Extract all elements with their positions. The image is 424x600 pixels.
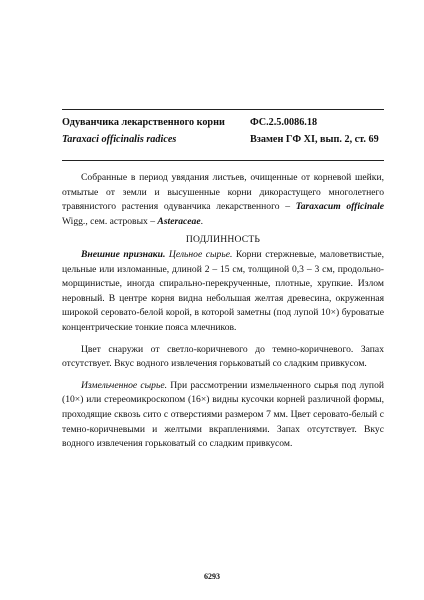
species-latin-name: Taraxacum officinale (295, 201, 384, 213)
external-features-text: Корни стержневые, маловетвистые, цельные или изломанные, длиной 2 – 15 см, толщиной 0,3 – 3 см, продольно-морщинистые, иногда спирально-перекрученные, плотные, хрупкие. Излом неровный. В центре корня видна небольшая желтая древесина, окруженная широкой серовато-белой корой, в которой заметны (под лупой 10×) буроватые концентрические тонкие пояса млечников. (62, 249, 384, 333)
intro-text-2: Wigg., сем. астровых – (62, 215, 158, 227)
page-number: 6293 (204, 572, 220, 581)
monograph-replaces-note: Взамен ГФ XI, вып. 2, ст. 69 (250, 134, 379, 145)
header-bottom-rule (62, 160, 384, 161)
monograph-title-russian: Одуванчика лекарственного корни (62, 117, 225, 128)
identity-block (62, 248, 384, 452)
family-latin-name: Asteraceae (157, 215, 201, 227)
intro-block (62, 171, 384, 229)
intro-text-1: Собранные в период увядания листьев, очищенные от корневой шейки, отмытые от земли и высушенные корни дикорастущего многолетнего травянистого растения одуванчика лекарственного – (62, 172, 384, 213)
crushed-material-text: При рассмотрении измельченного сырья под лупой (10×) или стереомикроскопом (16×) видны кусочки корней различной формы, проходящие сквозь сито с отверстиями размером 7 мм. Цвет серовато-белый с темно-коричневыми и желтыми вкраплениями. Запах отсутствует. Вкус водного извлечения горьковатый со сладким привкусом. (62, 379, 385, 450)
crushed-material-subhead: Измельченное сырье. (81, 379, 167, 391)
intro-text-3: . (200, 215, 203, 227)
whole-material-subhead: Цельное сырье. (168, 249, 233, 260)
section-title-identity: ПОДЛИННОСТЬ (185, 234, 261, 245)
external-features-paragraph (62, 248, 384, 336)
color-paragraph: Цвет снаружи от светло-коричневого до темно-коричневого. Запах отсутствует. Вкус водного извлечения горьковатый со сладким привкусом. (62, 343, 384, 370)
monograph-code: ФС.2.5.0086.18 (250, 117, 318, 128)
intro-paragraph (62, 171, 384, 229)
external-features-lead: Внешние признаки. (81, 249, 166, 260)
monograph-title-latin: Taraxaci officinalis radices (62, 134, 177, 145)
crushed-material-paragraph (62, 379, 384, 452)
header-top-rule (62, 109, 384, 110)
